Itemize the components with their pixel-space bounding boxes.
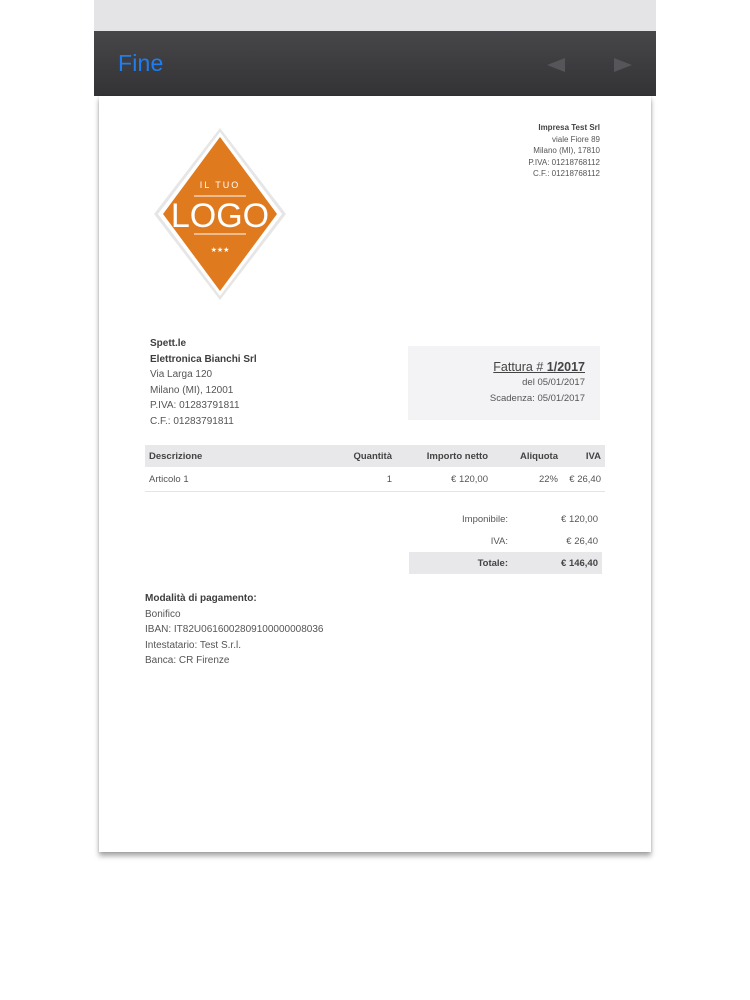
items-table [145, 445, 605, 492]
payment-bank: Banca: CR Firenze [145, 655, 230, 666]
company-logo [152, 126, 288, 302]
taxable-label: Imponibile: [462, 513, 508, 525]
previous-arrow-icon[interactable] [547, 58, 565, 72]
row-vat: € 26,40 [562, 467, 605, 492]
total-label: Totale: [409, 552, 508, 574]
issuer-name: Impresa Test Srl [538, 123, 600, 132]
client-tax-code: C.F.: 01283791811 [150, 415, 234, 427]
row-description: Articolo 1 [145, 467, 338, 492]
payment-info [145, 591, 323, 669]
invoice-due-date: Scadenza: 05/01/2017 [489, 393, 585, 404]
row-net-amount: € 120,00 [396, 467, 492, 492]
invoice-header-box [408, 346, 600, 420]
issuer-info [528, 122, 600, 180]
navigation-bar [94, 31, 656, 96]
client-city: Milano (MI), 12001 [150, 384, 234, 396]
issuer-vat: P.IVA: 01218768112 [528, 157, 600, 167]
issuer-city: Milano (MI), 17810 [533, 146, 600, 155]
invoice-number: 1/2017 [546, 360, 585, 374]
logo-text-top: IL TUO [199, 180, 241, 190]
issuer-address: viale Fiore 89 [551, 134, 600, 144]
taxable-value: € 120,00 [561, 513, 598, 525]
invoice-title-prefix: Fattura # [493, 360, 547, 374]
top-strip [94, 0, 656, 31]
client-name: Elettronica Bianchi Srl [150, 353, 257, 365]
totals-table [409, 508, 602, 574]
client-vat: P.IVA: 01283791811 [150, 400, 240, 411]
column-header-vat: IVA [562, 445, 605, 467]
issuer-tax-code: C.F.: 01218768112 [532, 169, 600, 178]
next-arrow-icon[interactable] [614, 58, 632, 72]
column-header-quantity: Quantità [338, 445, 396, 467]
payment-iban: IBAN: IT82U0616002809100000008036 [145, 624, 324, 635]
logo-text-main: LOGO [170, 197, 270, 235]
vat-value: € 26,40 [566, 535, 598, 547]
invoice-date: del 05/01/2017 [522, 377, 585, 388]
totals-grand-row [409, 552, 602, 574]
invoice-document [99, 96, 651, 852]
row-quantity: 1 [338, 467, 396, 492]
client-info [150, 336, 257, 429]
totals-taxable-row [409, 508, 602, 530]
column-header-net-amount: Importo netto [396, 445, 492, 467]
vat-label: IVA: [490, 535, 508, 547]
items-table-header [145, 445, 605, 467]
table-row [145, 467, 605, 492]
payment-title: Modalità di pagamento: [145, 593, 257, 604]
payment-holder: Intestatario: Test S.r.l. [145, 639, 241, 651]
done-button[interactable]: Fine [118, 50, 164, 76]
invoice-title [408, 360, 585, 374]
totals-vat-row [409, 530, 602, 552]
client-greeting: Spett.le [150, 338, 187, 349]
logo-stars: ★★★ [210, 246, 230, 254]
column-header-description: Descrizione [145, 445, 338, 467]
column-header-vat-rate: Aliquota [492, 445, 562, 467]
payment-method: Bonifico [145, 608, 181, 620]
client-address: Via Larga 120 [150, 369, 213, 380]
row-vat-rate: 22% [492, 467, 562, 492]
total-value: € 146,40 [508, 552, 602, 574]
